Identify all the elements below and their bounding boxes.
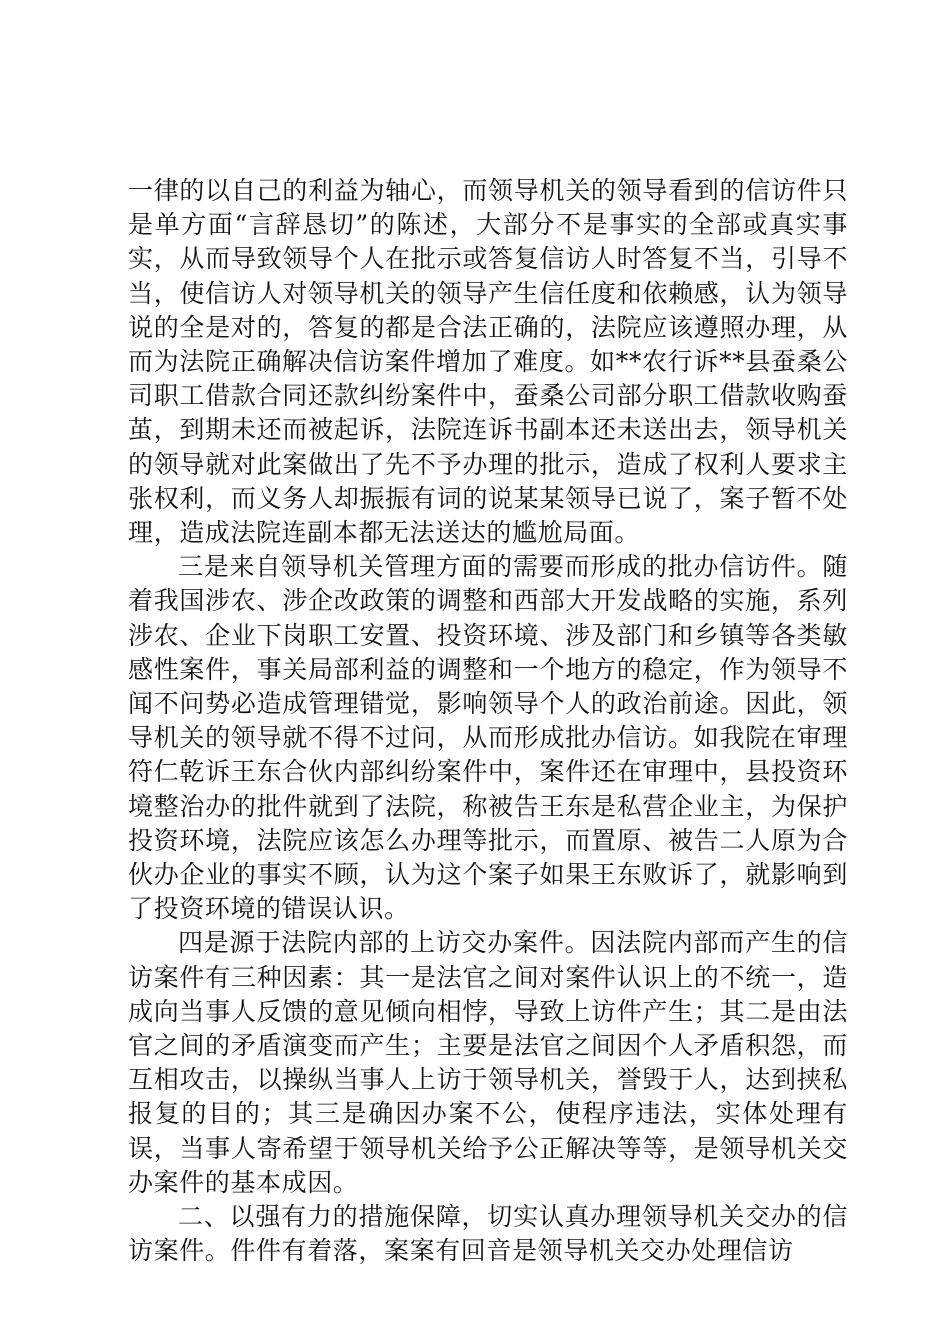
paragraph-continuation: 一律的以自己的利益为轴心，而领导机关的领导看到的信访件只是单方面“言辞恳切”的陈述，大部分不是事实的全部或真实事实，从而导致领导个人在批示或答复信访人时答复不当，引导不当，使信访人对领导机关的领导产生信任度和依赖感，认为领导说的全是对的，答复的都是合法正确的，法院应该遵照办理，从而为法院正确解决信访案件增加了难度。如**农行诉**县蚕桑公司职工借款合同还款纠纷案件中，蚕桑公司部分职工借款收购蚕茧，到期未还而被起诉，法院连诉书副本还未送出去，领导机关的领导就对此案做出了先不予办理的批示，造成了权利人要求主张权利，而义务人却振振有词的说某某领导已说了，案子暂不处理，造成法院连副本都无法送达的尴尬局面。 xyxy=(128,176,848,548)
paragraph-fourth-point: 四是源于法院内部的上访交办案件。因法院内部而产生的信访案件有三种因素：其一是法官之间对案件认识上的不统一，造成向当事人反馈的意见倾向相悖，导致上访件产生；其二是由法官之间的矛盾演变而产生；主要是法官之间因个人矛盾积怨，而互相攻击，以操纵当事人上访于领导机关，誉毁于人，达到挟私报复的目的；其三是确因办案不公，使程序违法，实体处理有误，当事人寄希望于领导机关给予公正解决等等，是领导机关交办案件的基本成因。 xyxy=(128,928,848,1197)
paragraph-section-two: 二、以强有力的措施保障，切实认真办理领导机关交办的信访案件。件件有着落，案案有回音是领导机关交办处理信访 xyxy=(128,1202,848,1266)
paragraph-third-point: 三是来自领导机关管理方面的需要而形成的批办信访件。随着我国涉农、涉企改政策的调整和西部大开发战略的实施，系列涉农、企业下岗职工安置、投资环境、涉及部门和乡镇等各类敏感性案件，事关局部利益的调整和一个地方的稳定，作为领导不闻不问势必造成管理错觉，影响领导个人的政治前途。因此，领导机关的领导就不得不过问，从而形成批办信访。如我院在审理符仁乾诉王东合伙内部纠纷案件中，案件还在审理中，县投资环境整治办的批件就到了法院，称被告王东是私营企业主，为保护投资环境，法院应该怎么办理等批示，而置原、被告二人原为合伙办企业的事实不顾，认为这个案子如果王东败诉了，就影响到了投资环境的错误认识。 xyxy=(128,552,848,924)
document-body xyxy=(128,174,848,1269)
